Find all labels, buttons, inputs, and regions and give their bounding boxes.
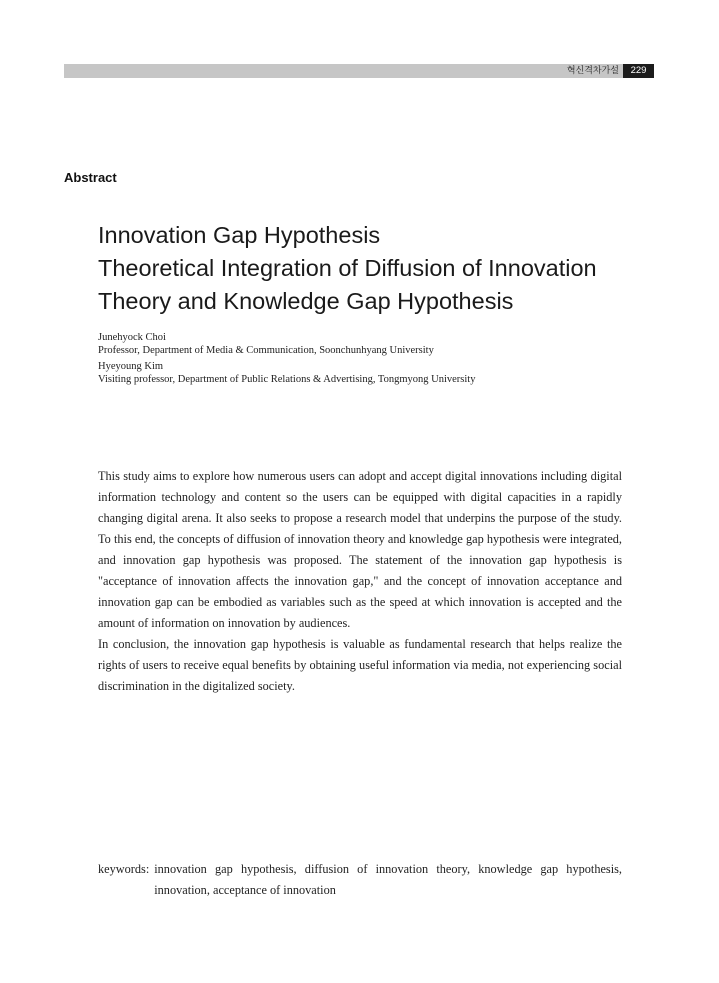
title-line: Theoretical Integration of Diffusion of Innovation bbox=[98, 255, 597, 281]
author-list bbox=[98, 332, 658, 390]
page-number: 229 bbox=[623, 64, 654, 78]
keywords-text: innovation gap hypothesis, diffusion of innovation theory, knowledge gap hypothesis, innovation, acceptance of innovation bbox=[154, 862, 622, 897]
author-affiliation: Visiting professor, Department of Public Relations & Advertising, Tongmyong University bbox=[98, 373, 476, 385]
keywords bbox=[98, 859, 622, 901]
author-block bbox=[98, 361, 658, 386]
section-label: Abstract bbox=[64, 170, 117, 185]
keywords-label: keywords: bbox=[98, 862, 150, 876]
running-header-bar bbox=[64, 64, 654, 78]
title-line: Theory and Knowledge Gap Hypothesis bbox=[98, 288, 514, 314]
author-affiliation: Professor, Department of Media & Communication, Soonchunhyang University bbox=[98, 344, 434, 356]
title-line: Innovation Gap Hypothesis bbox=[98, 222, 381, 248]
abstract-body bbox=[98, 466, 622, 697]
author-name: Junehyock Choi bbox=[98, 332, 166, 343]
abstract-paragraph: This study aims to explore how numerous users can adopt and accept digital innovations including digital information technology and content so the users can be equipped with digital capacities in a rapidly changing digital arena. It also seeks to propose a research model that underpins the purpose of the study. To this end, the concepts of diffusion of innovation theory and knowledge gap hypothesis were integrated, and innovation gap hypothesis was proposed. The statement of the innovation gap hypothesis is "acceptance of innovation affects the innovation gap," and the concept of innovation acceptance and innovation gap can be embodied as variables such as the speed at which innovation is accepted and the amount of information on innovation by audiences. bbox=[98, 469, 622, 630]
author-block bbox=[98, 332, 658, 357]
author-name: Hyeyoung Kim bbox=[98, 361, 164, 372]
running-title: 혁신격차가설 bbox=[566, 66, 619, 76]
abstract-paragraph: In conclusion, the innovation gap hypothesis is valuable as fundamental research that helps realize the rights of users to receive equal benefits by obtaining useful information via media, not experiencing social discrimination in the digitalized society. bbox=[98, 637, 622, 693]
paper-title bbox=[98, 219, 658, 318]
